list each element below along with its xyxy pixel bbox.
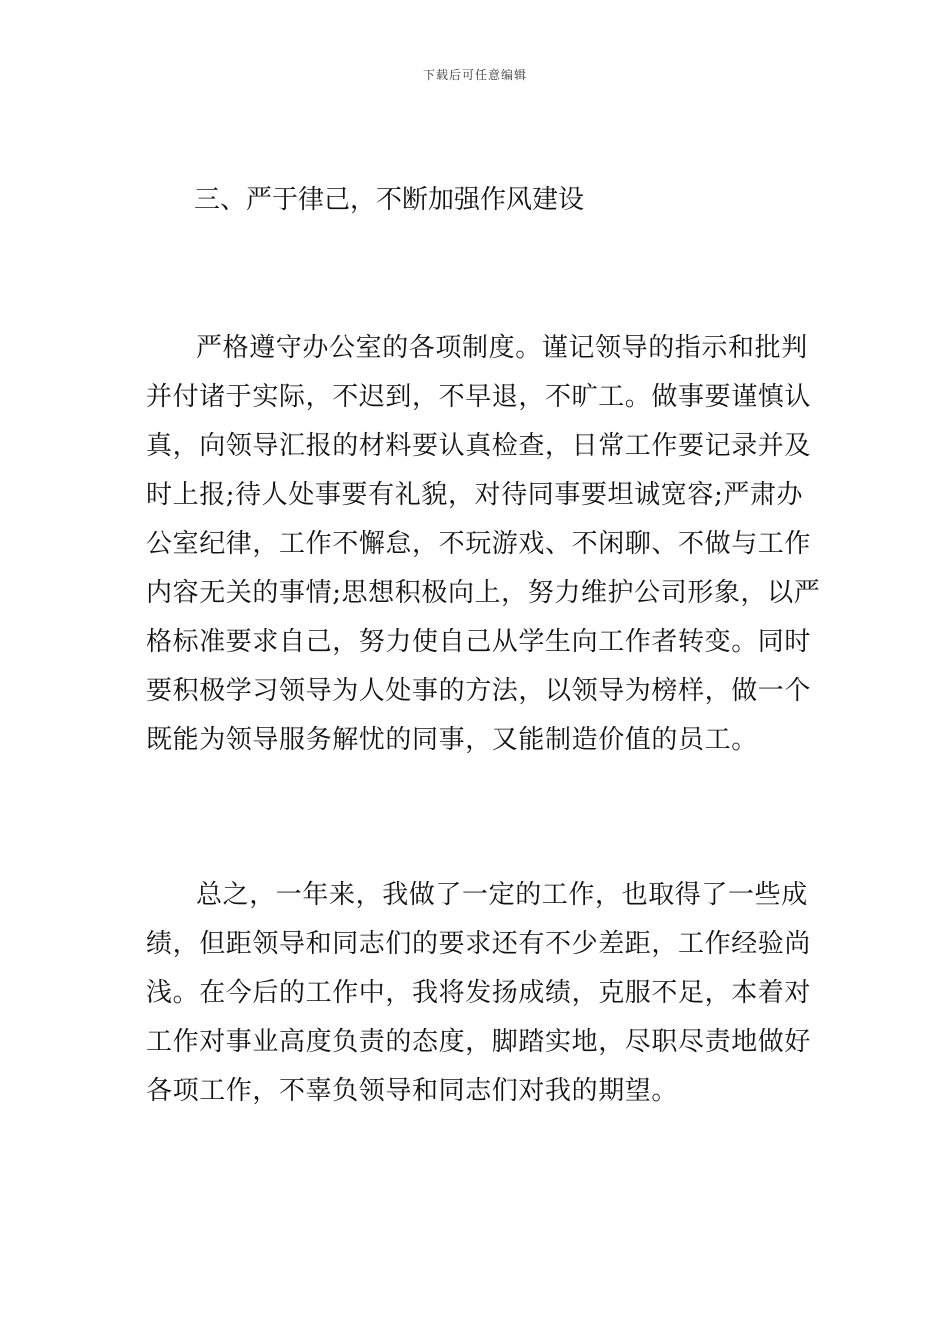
- paragraph-line: 并付诸于实际，不迟到，不早退，不旷工。做事要谨慎认: [146, 382, 812, 412]
- section-heading: 三、严于律己，不断加强作风建设: [194, 185, 585, 215]
- paragraph-conduct: [146, 324, 821, 765]
- paragraph-line: 绩，但距领导和同志们的要求还有不少差距，工作经验尚: [146, 929, 812, 959]
- paragraph-line: 内容无关的事情;思想积极向上，努力维护公司形象，以严: [146, 578, 821, 608]
- paragraph-line: 既能为领导服务解忧的同事，又能制造价值的员工。: [146, 725, 758, 755]
- paragraph-line: 工作对事业高度负责的态度，脚踏实地，尽职尽责地做好: [146, 1027, 812, 1057]
- paragraph-line: 真，向领导汇报的材料要认真检查，日常工作要记录并及: [146, 431, 812, 461]
- paragraph-line: 总之，一年来，我做了一定的工作，也取得了一些成: [196, 880, 808, 910]
- paragraph-line: 浅。在今后的工作中，我将发扬成绩，克服不足，本着对: [146, 978, 812, 1008]
- paragraph-line: 公室纪律，工作不懈怠，不玩游戏、不闲聊、不做与工作: [146, 529, 812, 559]
- paragraph-line: 时上报;待人处事要有礼貌，对待同事要坦诚宽容;严肃办: [146, 480, 804, 510]
- paragraph-line: 各项工作，不辜负领导和同志们对我的期望。: [146, 1076, 679, 1106]
- paragraph-summary: [146, 871, 812, 1116]
- paragraph-line: 格标准要求自己，努力使自己从学生向工作者转变。同时: [146, 627, 812, 657]
- paragraph-line: 要积极学习领导为人处事的方法，以领导为榜样，做一个: [146, 676, 812, 706]
- header-note: 下载后可任意编辑: [422, 68, 527, 82]
- paragraph-line: 严格遵守办公室的各项制度。谨记领导的指示和批判: [196, 333, 808, 363]
